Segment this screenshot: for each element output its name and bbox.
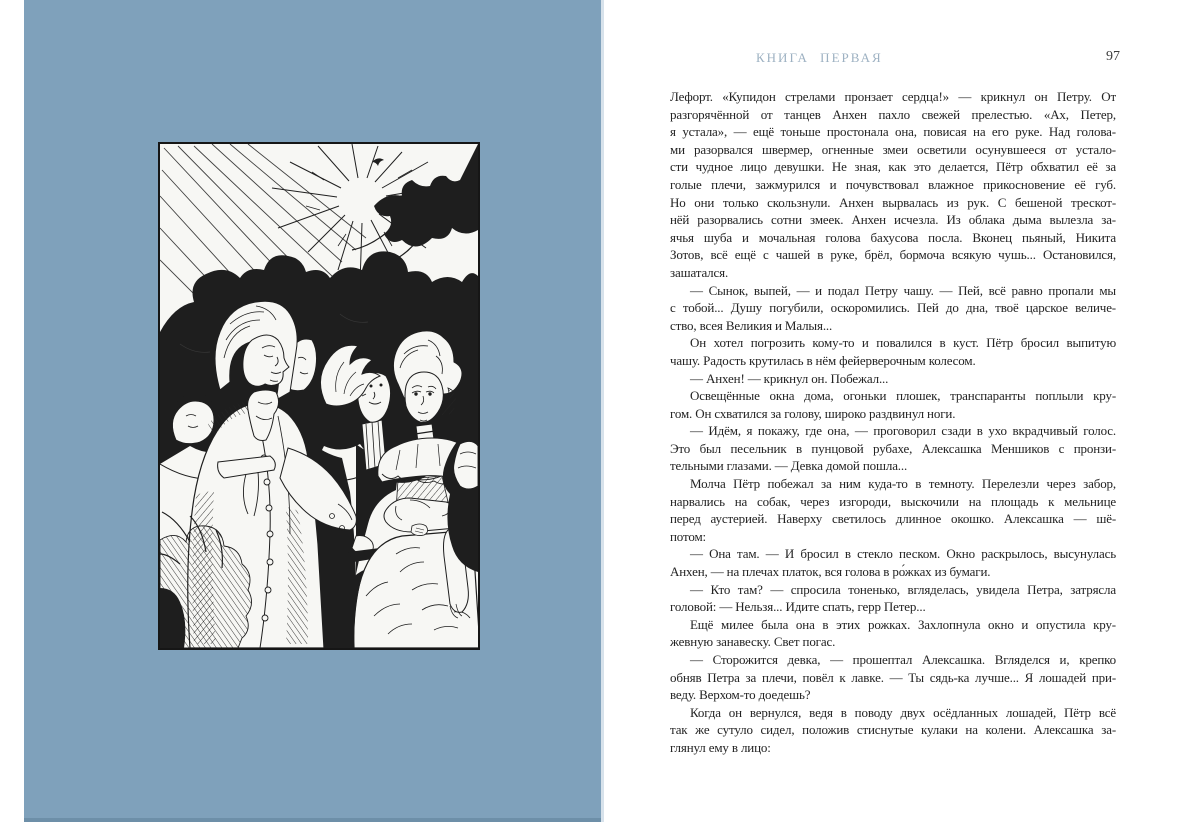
text-line: гом. Он схватился за голову, широко раздвинул ноги.: [670, 405, 956, 421]
text-line: Анхен, — на плечах платок, вся голова в ро́жках из бумаги.: [670, 564, 991, 580]
text-line: ми разорвался швермер, огненные змеи осветили осунувшееся от устало-: [670, 141, 1116, 157]
text-line: Он хотел погрозить кому-то и повалился в куст. Пётр бросил выпитую: [690, 335, 1116, 351]
text-line: нарвались на собак, через изгороди, выскочили на площадь к мельнице: [670, 493, 1116, 509]
text-line: — Кто там? — спросила тоненько, вгляделась, увидела Петра, затрясла: [690, 581, 1116, 597]
text-line: я устала», — ещё тоньше простонала она, повисая на его руке. Над голова-: [670, 124, 1116, 140]
text-line: головой: — Нельзя... Идите спать, герр Петер...: [670, 599, 926, 615]
text-line: тельными глазами. — Девка домой пошла...: [670, 458, 908, 474]
text-line: — Анхен! — крикнул он. Побежал...: [690, 370, 889, 386]
illustration-svg: [160, 144, 478, 648]
text-line: глянул ему в лицо:: [670, 739, 771, 755]
text-line: ячья шуба и мочальная голова бахусова посла. Вконец пьяный, Никита: [670, 229, 1116, 245]
text-line: Это был песельник в пунцовой рубахе, Алексашка Меншиков с пронзи-: [670, 440, 1116, 456]
text-line: веду. Верхом-то доедешь?: [670, 687, 811, 703]
book-illustration: [158, 142, 480, 650]
text-line: зашатался.: [670, 264, 729, 280]
text-line: Лефорт. «Купидон стрелами пронзает сердца!» — крикнул он Петру. От: [670, 89, 1116, 104]
text-line: Зотов, всё ещё с чашей в руке, брёл, бормоча всякую чушь... Остановился,: [670, 247, 1116, 263]
text-line: — Она там. — И бросил в стекло песком. Окно раскрылось, высунулась: [690, 546, 1116, 562]
text-line: — Сынок, выпей, — и подал Петру чашу. — Пей, всё равно пропали мы: [690, 282, 1116, 298]
page-number: 97: [1106, 49, 1120, 64]
text-line: потом:: [670, 528, 706, 544]
ankhen-hands: [411, 524, 428, 536]
text-line: с тобой... Душу погубили, оскоромились. Пей до дна, твоё царское величе-: [670, 300, 1116, 316]
text-line: чашу. Радость крутилась в нём фейерверочным колесом.: [670, 352, 976, 368]
text-line: — Идём, я покажу, где она, — проговорил сзади в ухо вкрадчивый голос.: [690, 423, 1116, 439]
page-edge-shadow: [24, 818, 601, 822]
text-line: перед аустерией. Наверху светилось длинное окошко. Алексашка — шё-: [670, 511, 1116, 527]
text-line: так же сутуло сидел, положив стиснутые кулаки на колени. Алексашка за-: [670, 722, 1116, 738]
text-line: — Сторожится девка, — прошептал Алексашка. Вгляделся и, крепко: [690, 652, 1116, 667]
right-page: [604, 0, 1200, 822]
text-line: Но они только скользнули. Анхен вырвалась из рук. С бешеной трескот-: [670, 194, 1116, 210]
running-head: КНИГА ПЕРВАЯ: [756, 50, 883, 65]
left-page: [24, 0, 604, 822]
text-line: Когда он вернулся, ведя в поводу двух осёдланных лошадей, Пётр всё: [690, 704, 1116, 720]
text-line: обняв Петра за плечи, повёл к лавке. — Ты сядь-ка лучше... Я лошадей при-: [670, 669, 1116, 685]
text-line: ство, всея Великия и Малыя...: [670, 317, 833, 333]
text-line: Освещённые окна дома, огоньки плошек, транспаранты поплыли кру-: [690, 388, 1116, 404]
text-line: Молча Пётр побежал за ним куда-то в темноту. Перелезли через забор,: [690, 476, 1116, 492]
text-line: разгорячённой от танцев Анхен пахло свежей прелестью. «Ах, Петер,: [670, 106, 1116, 122]
text-line: нёй разорвались сотни змеек. Анхен исчезла. Из облака дыма вылезла за-: [670, 212, 1116, 228]
text-line: жевную занавеску. Свет погас.: [670, 634, 836, 650]
text-line: сти чудное лицо девушки. Не зная, как это делается, Пётр обхватил её за: [670, 159, 1116, 175]
text-block: [670, 88, 1116, 757]
text-line: Ещё милее была она в этих рожках. Захлопнула окно и опустила кру-: [690, 616, 1116, 632]
text-line: голые плечи, зажмурился и почувствовал влажное прикосновение её губ.: [670, 176, 1116, 192]
